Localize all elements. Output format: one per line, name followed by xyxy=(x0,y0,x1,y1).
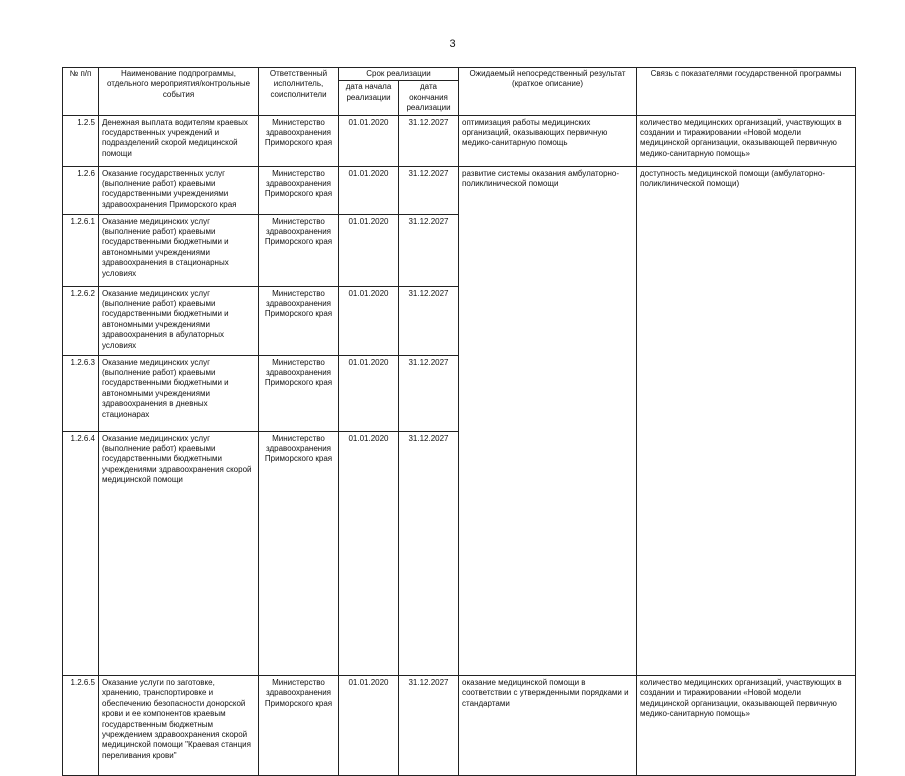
row-num: 1.2.5 xyxy=(63,115,99,166)
row-end-date: 31.12.2027 xyxy=(399,115,459,166)
row-name: Оказание услуги по заготовке, хранению, транспортировке и обеспечению безопасности донорской крови и ее компонентов краевым государственным бюджетным учреждением здравоохранения скорой медицинской помощи "Краевая станция переливания крови" xyxy=(99,675,259,775)
row-link: количество медицинских организаций, участвующих в создании и тиражировании «Новой модели медицинской организации, оказывающей первичную медико-санитарную помощь» xyxy=(637,675,856,775)
row-end-date: 31.12.2027 xyxy=(399,166,459,214)
row-start-date: 01.01.2020 xyxy=(339,115,399,166)
row-num: 1.2.6.2 xyxy=(63,286,99,355)
row-result: оптимизация работы медицинских организаций, оказывающих первичную медико-санитарную помощь xyxy=(459,115,637,166)
row-responsible: Министерство здравоохранения Приморского края xyxy=(259,286,339,355)
header-name: Наименование подпрограммы, отдельного мероприятия/контрольные события xyxy=(99,68,259,116)
header-responsible: Ответственный исполнитель, соисполнители xyxy=(259,68,339,116)
row-name: Оказание медицинских услуг (выполнение работ) краевыми государственными бюджетными и автономными учреждениями здравоохранения в стационарных условиях xyxy=(99,214,259,286)
header-end: дата окончания реализации xyxy=(399,81,459,115)
table-row xyxy=(63,675,856,775)
row-result: оказание медицинской помощи в соответствии с утвержденными порядками и стандартами xyxy=(459,675,637,775)
program-table xyxy=(62,67,856,776)
row-responsible: Министерство здравоохранения Приморского края xyxy=(259,166,339,214)
row-end-date: 31.12.2027 xyxy=(399,675,459,775)
row-link: доступность медицинской помощи (амбулаторно-поликлинической помощи) xyxy=(637,166,856,675)
row-result: развитие системы оказания амбулаторно-поликлинической помощи xyxy=(459,166,637,675)
row-name: Оказание медицинских услуг (выполнение работ) краевыми государственными бюджетными и автономными учреждениями здравоохранения в абулаторных условиях xyxy=(99,286,259,355)
header-link: Связь с показателями государственной программы xyxy=(637,68,856,116)
row-responsible: Министерство здравоохранения Приморского края xyxy=(259,115,339,166)
header-num: № п/п xyxy=(63,68,99,116)
row-responsible: Министерство здравоохранения Приморского края xyxy=(259,355,339,431)
row-link: количество медицинских организаций, участвующих в создании и тиражировании «Новой модели медицинской организации, оказывающей первичную медико-санитарную помощь» xyxy=(637,115,856,166)
table-row xyxy=(63,115,856,166)
row-start-date: 01.01.2020 xyxy=(339,355,399,431)
row-num: 1.2.6.5 xyxy=(63,675,99,775)
row-responsible: Министерство здравоохранения Приморского края xyxy=(259,675,339,775)
header-period: Срок реализации xyxy=(339,68,459,81)
row-num: 1.2.6.1 xyxy=(63,214,99,286)
row-num: 1.2.6.3 xyxy=(63,355,99,431)
row-name: Оказание медицинских услуг (выполнение работ) краевыми государственными бюджетными и автономными учреждениями здравоохранения в дневных стационарах xyxy=(99,355,259,431)
row-start-date: 01.01.2020 xyxy=(339,166,399,214)
row-start-date: 01.01.2020 xyxy=(339,286,399,355)
row-end-date: 31.12.2027 xyxy=(399,431,459,675)
table-row xyxy=(63,166,856,214)
row-name: Оказание государственных услуг (выполнение работ) краевыми государственными учреждениями здравоохранения Приморского края xyxy=(99,166,259,214)
row-end-date: 31.12.2027 xyxy=(399,214,459,286)
row-start-date: 01.01.2020 xyxy=(339,675,399,775)
row-end-date: 31.12.2027 xyxy=(399,355,459,431)
header-result: Ожидаемый непосредственный результат (краткое описание) xyxy=(459,68,637,116)
row-end-date: 31.12.2027 xyxy=(399,286,459,355)
row-start-date: 01.01.2020 xyxy=(339,214,399,286)
row-responsible: Министерство здравоохранения Приморского края xyxy=(259,431,339,675)
row-start-date: 01.01.2020 xyxy=(339,431,399,675)
row-name: Оказание медицинских услуг (выполнение работ) краевыми государственными бюджетными учреждениями здравоохранения скорой медицинской помощи xyxy=(99,431,259,675)
header-start: дата начала реализации xyxy=(339,81,399,115)
row-responsible: Министерство здравоохранения Приморского края xyxy=(259,214,339,286)
page-number: 3 xyxy=(449,38,456,50)
row-num: 1.2.6 xyxy=(63,166,99,214)
row-num: 1.2.6.4 xyxy=(63,431,99,675)
row-name: Денежная выплата водителям краевых государственных учреждений и подразделений скорой медицинской помощи xyxy=(99,115,259,166)
